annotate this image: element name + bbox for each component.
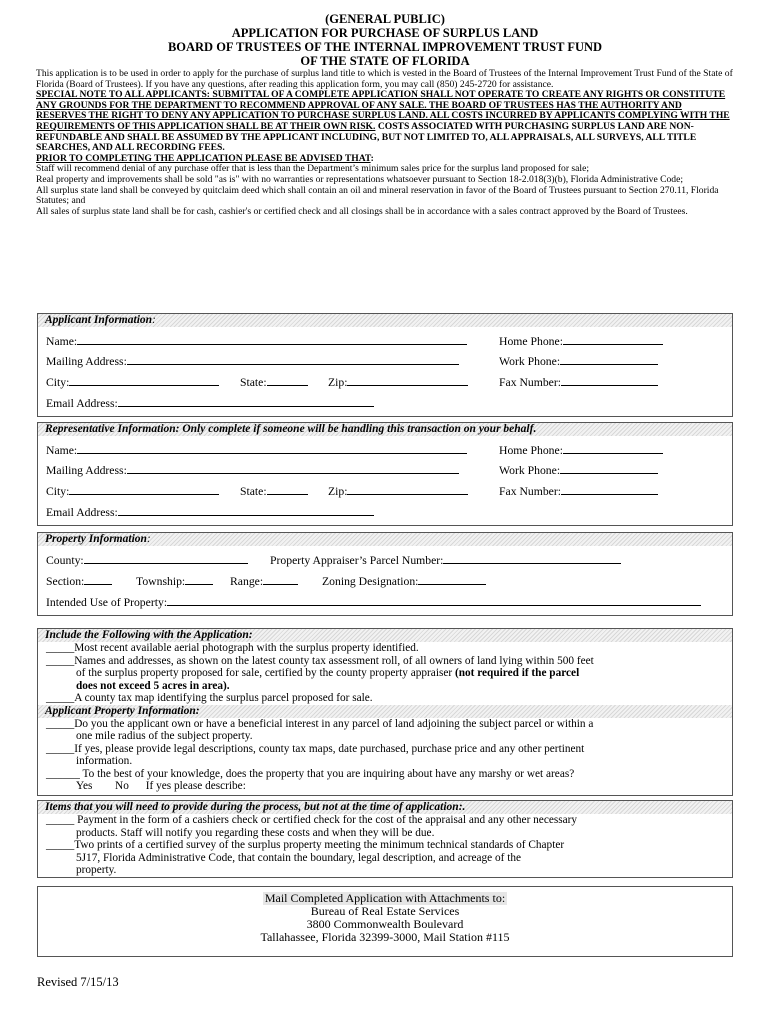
intended-use-field[interactable] <box>167 595 701 606</box>
applicant-zip-field[interactable] <box>347 375 468 386</box>
range-field[interactable] <box>263 574 298 585</box>
header-line-3: BOARD OF TRUSTEES OF THE INTERNAL IMPROVEMENT TRUST FUND <box>167 40 603 54</box>
question-adjoining[interactable]: _____Do you the applicant own or have a beneficial interest in any parcel of land adjoining the subject parcel or within a <box>46 717 594 730</box>
header-line-1: (GENERAL PUBLIC) <box>325 12 445 26</box>
special-note: SPECIAL NOTE TO ALL APPLICANTS: SUBMITTAL OF A COMPLETE APPLICATION SHALL NOT OPERATE TO CREATE ANY RIGHTS OR CONSTITUTE ANY GROUNDS FOR THE DEPARTMENT TO RECOMMEND APPROVAL OF ANY SALE. THE BOARD OF TRUSTEES HAS THE AUTHORITY AND RESERVES THE RIGHT TO DENY ANY APPLICATION TO PURCHASE SURPLUS LAND. ALL COSTS INCURRED BY APPLICANTS COMPLYING WITH THE REQUIREMENTS OF THIS APPLICATION SHALL BE AT THEIR OWN RISK. COSTS ASSOCIATED WITH PURCHASING SURPLUS LAND ARE NON-REFUNDABLE AND SHALL BE ASSUMED BY THE APPLICANT INCLUDING, BUT NOT LIMITED TO, ALL APPRAISALS, ALL SURVEYS, ALL TITLE SEARCHES, AND ALL RECORDING FEES. <box>36 89 730 154</box>
include-section-title: Include the Following with the Application: <box>38 629 732 642</box>
zoning-field[interactable] <box>418 574 486 585</box>
header-line-4: OF THE STATE OF FLORIDA <box>300 54 470 68</box>
property-section-title: Property Information: <box>38 533 732 546</box>
revised-date: Revised 7/15/13 <box>37 975 119 989</box>
include-item-owners[interactable]: _____Names and addresses, as shown on the latest county tax assessment roll, of all owners of land lying within 500 feet <box>46 654 594 667</box>
header-line-2: APPLICATION FOR PURCHASE OF SURPLUS LAND <box>231 26 539 40</box>
yes-no-options[interactable]: Yes No If yes please describe: <box>76 780 246 792</box>
items-needed-title: Items that you will need to provide during the process, but not at the time of application:. <box>38 801 732 814</box>
mail-line-3: Tallahassee, Florida 32399-3000, Mail Station #115 <box>260 930 510 944</box>
items-needed-section: Items that you will need to provide during the process, but not at the time of application:. _____ Payment in the form of a cashiers check or certified check for the cost of the appraisal and any other necessary products. Staff will notify you regarding these costs and when they will be due. _____Two prints of a certified survey of the surplus property meeting the minimum technical standards of Chapter 5J17, Florida Administrative Code, that contain the boundary, legal description, and acreage of the property. <box>37 800 733 878</box>
item-payment[interactable]: _____ Payment in the form of a cashiers check or certified check for the cost of the appraisal and any other necessary <box>46 814 578 826</box>
applicant-name-row: Name: <box>46 334 467 348</box>
applicant-city-field[interactable] <box>69 375 219 386</box>
mail-to-box <box>37 886 733 957</box>
question-legal-desc[interactable]: _____If yes, please provide legal descriptions, county tax maps, date purchased, purchase price and any other pertinent <box>46 742 585 755</box>
section-field[interactable] <box>84 574 112 585</box>
document-header <box>0 0 770 68</box>
note-as-is: Real property and improvements shall be sold "as is" with no warranties or representations whatsoever pursuant to Section 18-2.018(3)(b), Florida Administrative Code; <box>36 173 684 185</box>
rep-mailing-field[interactable] <box>127 463 459 474</box>
item-survey[interactable]: _____Two prints of a certified survey of the surplus property meeting the minimum technical standards of Chapter <box>46 839 565 851</box>
county-field[interactable] <box>84 553 248 564</box>
mail-heading: Mail Completed Application with Attachments to: <box>264 891 506 905</box>
note-staff-denial: Staff will recommend denial of any purchase offer that is less than the Department’s minimum sales price for the surplus land proposed for sale; <box>36 163 590 175</box>
question-wet-areas[interactable]: ______ To the best of your knowledge, does the property that you are inquiring about have any marshy or wet areas? <box>46 767 575 780</box>
applicant-state-field[interactable] <box>267 375 308 386</box>
mail-line-1: Bureau of Real Estate Services <box>310 904 460 918</box>
mail-line-2: 3800 Commonwealth Boulevard <box>306 917 464 931</box>
rep-name-field[interactable] <box>77 443 467 454</box>
rep-home-phone-field[interactable] <box>563 443 663 454</box>
note-quitclaim: All surplus state land shall be conveyed by quitclaim deed which shall contain an oil and mineral reservation in favor of the Board of Trustees pursuant to Section 270.11, Florida Statutes; and <box>36 184 719 207</box>
include-item-aerial[interactable]: _____Most recent available aerial photograph with the surplus property identified. <box>46 642 419 654</box>
rep-city-field[interactable] <box>69 484 219 495</box>
representative-section: Representative Information: Only complete if someone will be handling this transaction on your behalf. Name: Home Phone: Mailing Address: Work Phone: City: State: Zip: Fax Number: Email Address: <box>37 422 733 526</box>
applicant-section: Applicant Information: Name: Home Phone: Mailing Address: Work Phone: City: State: Zip: Fax Number: Email Address: <box>37 313 733 417</box>
representative-section-title: Representative Information: Only complete if someone will be handling this transaction on your behalf. <box>38 423 732 436</box>
rep-state-field[interactable] <box>267 484 308 495</box>
intro-paragraph: This application is to be used in order to apply for the purchase of surplus land title to which is vested in the Board of Trustees of the Internal Improvement Trust Fund of the State of Florida (Board of Trustees). If you have any questions, after reading this application form, you may call (850) 245-2720 for assistance. <box>36 68 733 90</box>
township-field[interactable] <box>185 574 213 585</box>
applicant-name-field[interactable] <box>77 334 467 345</box>
applicant-email-field[interactable] <box>118 396 374 407</box>
applicant-property-title: Applicant Property Information: <box>38 705 732 718</box>
applicant-mailing-field[interactable] <box>127 354 459 365</box>
applicant-work-phone-field[interactable] <box>560 354 658 365</box>
applicant-section-title: Applicant Information: <box>38 314 732 327</box>
intro-text <box>36 69 734 217</box>
applicant-fax-field[interactable] <box>561 375 658 386</box>
prior-heading: PRIOR TO COMPLETING THE APPLICATION PLEASE BE ADVISED THAT: <box>36 152 374 164</box>
note-sales: All sales of surplus state land shall be for cash, cashier's or certified check and all closings shall be in accordance with a sales contract approved by the Board of Trustees. <box>36 205 688 217</box>
rep-email-field[interactable] <box>118 505 374 516</box>
rep-fax-field[interactable] <box>561 484 658 495</box>
include-item-tax-map[interactable]: _____A county tax map identifying the surplus parcel proposed for sale. <box>46 692 373 704</box>
property-section: Property Information: County: Property Appraiser’s Parcel Number: Section: Township: Range: Zoning Designation: Intended Use of Property: <box>37 532 733 616</box>
rep-zip-field[interactable] <box>347 484 468 495</box>
rep-work-phone-field[interactable] <box>560 463 658 474</box>
applicant-home-phone-field[interactable] <box>563 334 663 345</box>
parcel-number-field[interactable] <box>443 553 621 564</box>
include-section: Include the Following with the Application: _____Most recent available aerial photograph with the surplus property identified. _____Names and addresses, as shown on the latest county tax assessment roll, of all owners of land lying within 500 feet of the surplus property proposed for sale, certified by the county property appraiser (not required if the parcel does not exceed 5 acres in area). _____A county tax map identifying the surplus parcel proposed for sale. Applicant Property Information: _____Do you the applicant own or have a beneficial interest in any parcel of land adjoining the subject parcel or within a one mile radius of the subject property. _____If yes, please provide legal descriptions, county tax maps, date purchased, purchase price and any other pertinent information. ______ To the best of your knowledge, does the property that you are inquiring about have any marshy or wet areas? Yes No If yes please describe: <box>37 628 733 796</box>
